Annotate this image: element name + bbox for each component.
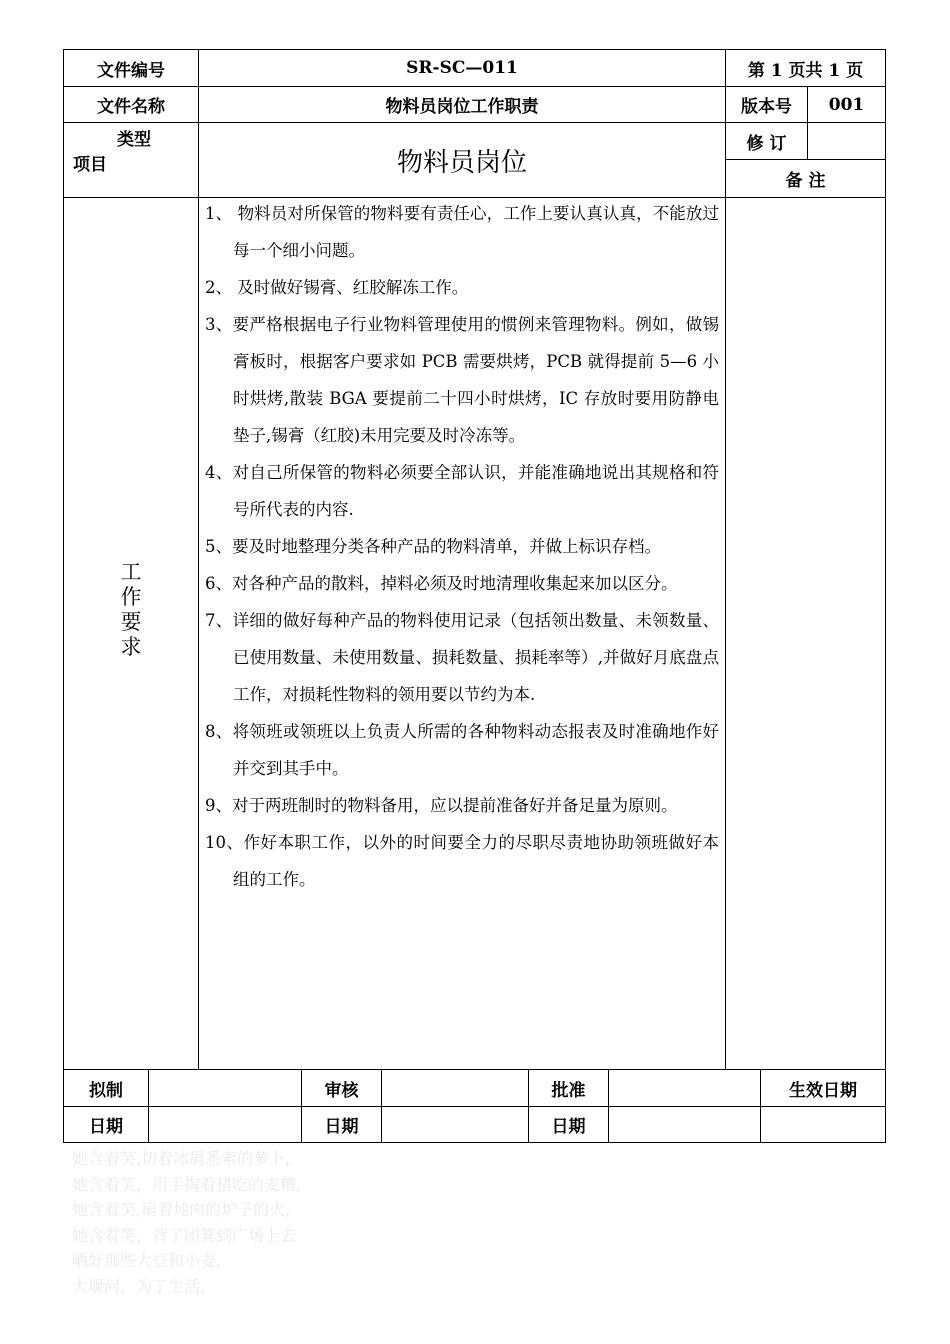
drafted-label: 拟制 [89, 1080, 123, 1101]
watermark-line: 大堰河，为了生活, [72, 1276, 206, 1296]
item-text: 物料员对所保管的物料要有责任心，工作上要认真认真，不能放过每一个细小问题。 [233, 204, 719, 260]
main-title: 物料员岗位 [396, 147, 527, 178]
item-text: 及时做好锡膏、红胶解冻工作。 [237, 278, 469, 297]
list-item [205, 306, 719, 454]
item-text: 对各种产品的散料，掉料必须及时地清理收集起来加以区分。 [232, 574, 678, 593]
item-number: 10、 [205, 833, 244, 852]
item-text: 详细的做好每种产品的物料使用记录（包括领出数量、未领数量、已使用数量、未使用数量、损耗数量、损耗率等）,并做好月底盘点工作，对损耗性物料的领用要以节约为本. [232, 611, 720, 704]
watermark-text [72, 1146, 301, 1299]
version-value: 001 [828, 94, 865, 115]
remarks-label: 备 注 [785, 171, 826, 191]
item-text: 对自己所保管的物料必须要全部认识，并能准确地说出其规格和符号所代表的内容. [232, 463, 720, 519]
item-number: 9、 [205, 796, 232, 815]
doc-name-label: 文件名称 [97, 97, 165, 117]
item-number: 7、 [205, 611, 233, 630]
item-number: 6、 [205, 574, 232, 593]
version-label: 版本号 [741, 97, 792, 117]
approved-label: 批准 [551, 1080, 586, 1101]
page-info: 第 1 页共 1 页 [747, 60, 864, 81]
item-number: 5、 [205, 537, 232, 556]
section-label-char: 求 [120, 635, 142, 659]
list-item [205, 528, 719, 565]
list-item [205, 454, 719, 528]
date-label: 日期 [89, 1117, 123, 1137]
section-label-char: 要 [120, 610, 142, 634]
section-label-work-requirements [64, 560, 198, 660]
item-text: 对于两班制时的物料备用，应以提前准备好并备足量为原则。 [232, 796, 678, 815]
list-item [205, 824, 719, 898]
list-item [205, 195, 719, 269]
item-number: 3、 [205, 315, 233, 334]
item-number: 4、 [205, 463, 233, 482]
list-item [205, 713, 719, 787]
revision-label: 修 订 [746, 133, 787, 154]
item-text: 要严格根据电子行业物料管理使用的惯例来管理物料。例如，做锡膏板时，根据客户要求如 PCB 需要烘烤，PCB 就得提前 5—6 小时烘烤,散装 BGA 要提前二十四小时烘烤，IC 存放时要用防静电垫子,锡膏（红胶)未用完要及时冷冻等。 [232, 315, 720, 445]
item-number: 8、 [205, 722, 233, 741]
item-number: 1、 [205, 204, 238, 223]
list-item [205, 269, 719, 306]
item-text: 要及时地整理分类各种产品的物料清单，并做上标识存档。 [232, 537, 661, 556]
list-item [205, 602, 719, 713]
watermark-line: 她含着笑，背了团箕到广场上去 [72, 1225, 297, 1245]
effective-date-label: 生效日期 [789, 1080, 857, 1101]
list-item [205, 565, 719, 602]
item-text: 作好本职工作，以外的时间要全力的尽职尽责地协助领班做好本组的工作。 [233, 833, 719, 889]
item-label: 项目 [73, 155, 107, 175]
section-label-char: 工 [120, 560, 142, 584]
type-label: 类型 [117, 130, 151, 150]
doc-number-value: SR-SC—011 [406, 58, 518, 78]
date-label: 日期 [324, 1117, 359, 1137]
watermark-line: 她含着笑，用手掏着猪吃的麦糟, [72, 1174, 302, 1194]
item-text: 将领班或领班以上负责人所需的各种物料动态报表及时准确地作好并交到其手中。 [232, 722, 720, 778]
date-label: 日期 [551, 1117, 586, 1137]
watermark-line: 晒好那些大豆和小麦, [72, 1251, 222, 1270]
watermark-line: 她含着笑,扇着炖肉的炉子的火, [72, 1200, 291, 1219]
item-number: 2、 [205, 278, 238, 297]
reviewed-label: 审核 [324, 1080, 359, 1101]
requirements-list [205, 195, 719, 898]
list-item [205, 787, 719, 824]
section-label-char: 作 [120, 585, 142, 609]
watermark-line: 她含着笑,切着冰屑悉索的萝卜, [72, 1149, 291, 1168]
doc-number-label: 文件编号 [97, 60, 165, 81]
doc-name-value: 物料员岗位工作职责 [385, 97, 539, 117]
